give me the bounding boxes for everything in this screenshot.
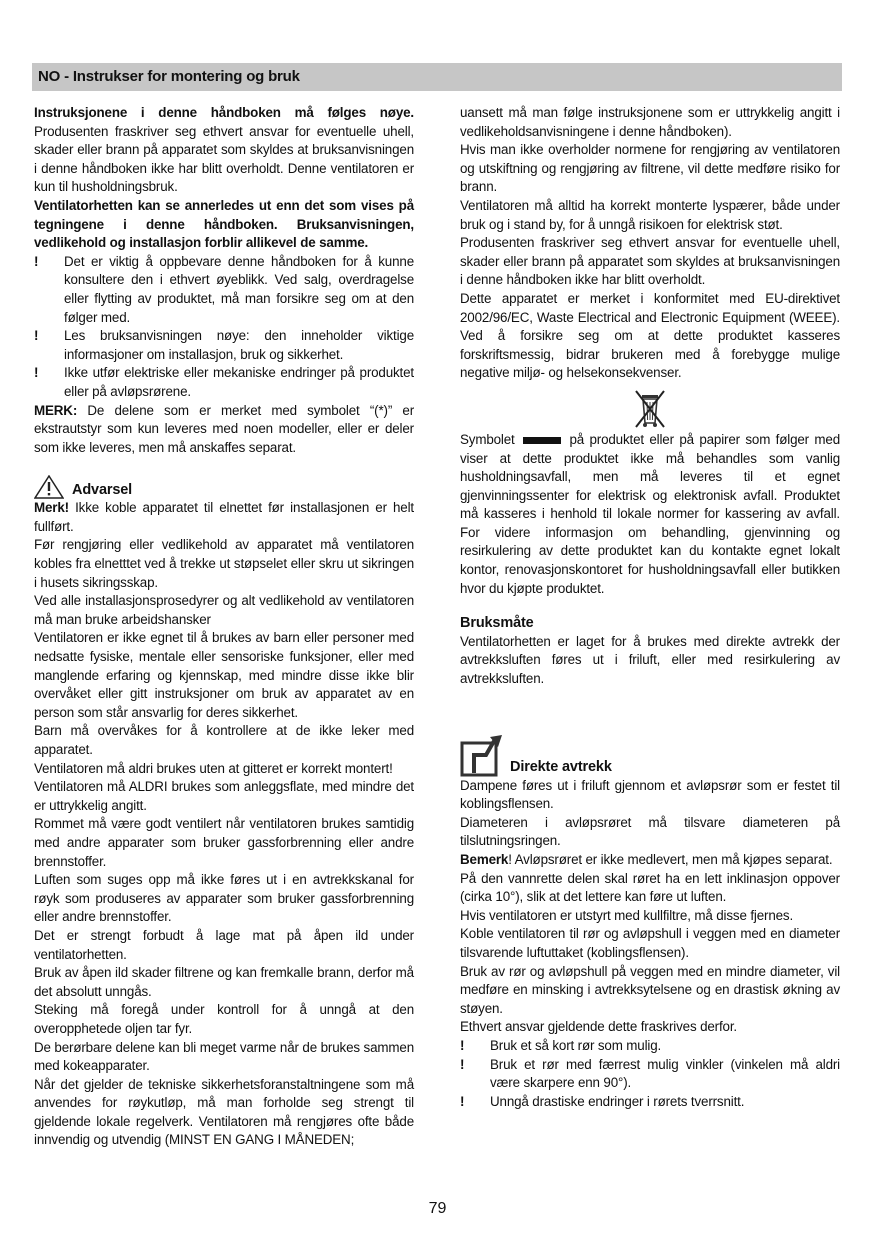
list-item (460, 1056, 840, 1093)
bemerk-text: ! Avløpsrøret er ikke medlevert, men må kjøpes separat. (508, 852, 833, 867)
bemerk-paragraph (460, 851, 840, 870)
direct-paragraph: Bruk av rør og avløpshull på veggen med en mindre diameter, vil medføre en minsking i avtrekksytelsene og en drastisk økning av støyen. (460, 963, 840, 1016)
notice-paragraph: Ventilatorhetten kan se annerledes ut enn det som vises på tegningene i denne håndboken. Bruksanvisningen, vedlikehold og installasjon forblir allikevel de samme. (34, 197, 414, 251)
safety-paragraph: Det er strengt forbudt å lage mat på åpen ild under ventilatorhetten. (34, 927, 414, 962)
safety-paragraph: Bruk av åpen ild skader filtrene og kan fremkalle brann, derfor må det absolutt unngås. (34, 965, 414, 999)
symbol-label: Symbolet (460, 431, 515, 447)
intro-paragraph (34, 104, 414, 197)
list-item (460, 1093, 840, 1112)
info-paragraph: Ventilatoren må alltid ha korrekt monterte lyspærer, både under bruk og i stand by, for å unngå risikoen for elektrisk støt. (460, 197, 840, 232)
warning-merk-label: Merk! (34, 500, 69, 516)
direct-paragraph: Koble ventilatoren til rør og avløpshull i veggen med en diameter tilsvarende luftuttaket (koblingsflensen). (460, 926, 840, 960)
left-column (34, 104, 414, 1150)
list-item-text: Bruk et så kort rør som mulig. (490, 1037, 662, 1053)
crossed-bin-icon (633, 389, 667, 429)
black-bar-symbol (523, 437, 561, 444)
list-item-text: Det er viktig å oppbevare denne håndboken for å kunne konsultere den i ethvert øyeblikk. Ved salg, overdragelse eller flytting av produktet, må man forsikre seg om at den følger med. (64, 253, 414, 325)
symbol-text: på produktet eller på papirer som følger med viser at dette produktet ikke må behandles som vanlig husholdningsavfall, men må leveres til et egnet gjenvinningssenter for elektrisk og elektronisk avfall. Produktet må kasseres i henhold til lokale normer for kassering av avfall. For videre informasjon om behandling, gjenvinning og resirkulering av dette produktet kan du kontakte egnet lokalt kontor, renovasjonskontoret for husholdningsavfall eller butikken hvor du kjøpte produktet. (460, 431, 840, 596)
warning-triangle-icon (34, 475, 64, 499)
safety-paragraph: Barn må overvåkes for å kontrollere at de ikke leker med apparatet. (34, 723, 414, 757)
info-paragraph: uansett må man følge instruksjonene som er uttrykkelig angitt i vedlikeholdsanvisningene i denne håndboken). (460, 105, 840, 139)
safety-paragraph: Steking må foregå under kontroll for å unngå at den overopphetede oljen tar fyr. (34, 1002, 414, 1036)
safety-paragraph: Når det gjelder de tekniske sikkerhetsforanstaltningene som må anvendes for røykutløp, må man forholde seg strengt til gjeldende lokale regelverk. Ventilatoren må rengjøres ofte både innvendig og utvendig (MINST EN GANG I MÅNEDEN; (34, 1076, 414, 1148)
direct-exhaust-title: Direkte avtrekk (510, 759, 612, 776)
page-title: NO - Instrukser for montering og bruk (38, 68, 300, 85)
list-item (34, 253, 414, 327)
bemerk-label: Bemerk (460, 852, 509, 867)
safety-paragraph: Før rengjøring eller vedlikehold av apparatet må ventilatoren kobles fra elnetttet ved å trekke ut støpselet eller skru ut sikringen i husets sikringsskap. (34, 537, 414, 590)
usage-paragraph: Ventilatorhetten er laget for å brukes med direkte avtrekk der avtrekksluften føres ut i friluft, eller med resirkulering av avtrekksluften. (460, 633, 840, 687)
exclamation-mark: ! (460, 1056, 465, 1072)
list-item-text: Les bruksanvisningen nøye: den inneholder viktige informasjoner om installasjon, bruk og sikkerhet. (64, 328, 414, 362)
safety-paragraph: Ventilatoren må aldri brukes uten at gitteret er korrekt montert! (34, 760, 393, 776)
duct-outlet-icon (460, 733, 508, 777)
list-item-text: Bruk et rør med færrest mulig vinkler (vinkelen må aldri være skarpere enn 90°). (490, 1056, 840, 1091)
section-header-bar (32, 63, 842, 91)
info-paragraph: Dette apparatet er merket i konformitet med EU-direktivet 2002/96/EC, Waste Electrical and Electronic Equipment (WEEE). Ved å forsikre seg om at dette produktet kasseres forskriftsmessig, bidrar brukeren med å forebygge mulige negative miljø- og helsekonsekvenser. (460, 290, 840, 381)
safety-paragraph: Luften som suges opp må ikke føres ut i en avtrekkskanal for røyk som produseres av apparater som bruker gassforbrenning eller andre brennstoffer. (34, 872, 414, 925)
page-number: 79 (428, 1200, 447, 1217)
usage-heading: Bruksmåte (460, 615, 534, 632)
list-item (34, 327, 414, 364)
merk-label: MERK: (34, 402, 78, 418)
warning-title: Advarsel (72, 481, 133, 498)
info-paragraph: Hvis man ikke overholder normene for rengjøring av ventilatoren og utskiftning og rengjøring av filtrene, vil dette medføre risiko for brann. (460, 142, 840, 195)
list-item-text: Unngå drastiske endringer i rørets tverrsnitt. (490, 1093, 745, 1109)
safety-paragraph: Ventilatoren er ikke egnet til å brukes av barn eller personer med nedsatte fysiske, mentale eller sensoriske funksjoner, eller med manglende erfaring og kjennskap, med mindre disse ikke blir overvåket eller gitt instruksjoner om bruk av apparatet av en person som står ansvarlig for deres sikkerhet. (34, 630, 414, 720)
direct-paragraph: På den vannrette delen skal røret ha en lett inklinasjon oppover (cirka 10°), slik at det lettere kan føre ut luften. (460, 870, 840, 905)
symbol-paragraph (460, 431, 840, 598)
exclamation-mark: ! (460, 1037, 465, 1053)
list-item-text: Ikke utfør elektriske eller mekaniske endringer på produktet eller på avløpsrørene. (64, 365, 414, 399)
safety-paragraph: Rommet må være godt ventilert når ventilatoren brukes samtidig med andre apparater som bruker gassforbrenning eller andre brennstoffer. (34, 816, 414, 869)
direct-paragraph: Hvis ventilatoren er utstyrt med kullfiltre, må disse fjernes. (460, 907, 794, 923)
exclamation-mark: ! (460, 1093, 465, 1109)
safety-paragraph: Ventilatoren må ALDRI brukes som anleggsflate, med mindre det er uttrykkelig angitt. (34, 779, 414, 813)
merk-paragraph (34, 402, 414, 458)
exclamation-mark: ! (34, 328, 39, 344)
direct-exhaust-heading (460, 725, 840, 777)
direct-paragraph: Diameteren i avløpsrøret må tilsvare diameteren på tilslutningsringen. (460, 814, 840, 849)
exclamation-mark: ! (34, 253, 39, 269)
safety-paragraph: Ved alle installasjonsprosedyrer og alt vedlikehold av ventilatoren må man bruke arbeidshansker (34, 593, 414, 627)
list-item (460, 1037, 840, 1056)
safety-paragraph: De berørbare delene kan bli meget varme når de brukes sammen med kokeapparater. (34, 1039, 414, 1074)
right-column (460, 104, 840, 1111)
direct-paragraph: Ethvert ansvar gjeldende dette fraskrives derfor. (460, 1019, 737, 1035)
direct-paragraph: Dampene føres ut i friluft gjennom et avløpsrør som er festet til koblingsflensen. (460, 777, 840, 812)
info-paragraph: Produsenten fraskriver seg ethvert ansvar for eventuelle uhell, skader eller brann på apparatet som skyldes at bruksanvisningen i denne håndboken ikke har blitt overholdt. (460, 235, 840, 288)
intro-bold: Instruksjonene i denne håndboken må følges nøye. (34, 105, 414, 120)
warning-merk-paragraph (34, 499, 414, 536)
list-item (34, 364, 414, 401)
warning-merk-text: Ikke koble apparatet til elnettet før installasjonen er helt fullført. (34, 500, 414, 534)
weee-symbol (460, 389, 840, 431)
warning-heading (34, 473, 414, 499)
exclamation-mark: ! (34, 365, 39, 381)
intro-text: Produsenten fraskriver seg ethvert ansvar for eventuelle uhell, skader eller brann på apparatet som skyldes at bruksanvisningen i denne håndboken ikke har blitt overholdt. Denne ventilatoren er kun til husholdningsbruk. (34, 123, 414, 195)
merk-text: De delene som er merket med symbolet “(*)” er ekstrautstyr som kun leveres med noen modeller, eller er deler som ikke leveres, men må anskaffes separat. (34, 402, 414, 455)
